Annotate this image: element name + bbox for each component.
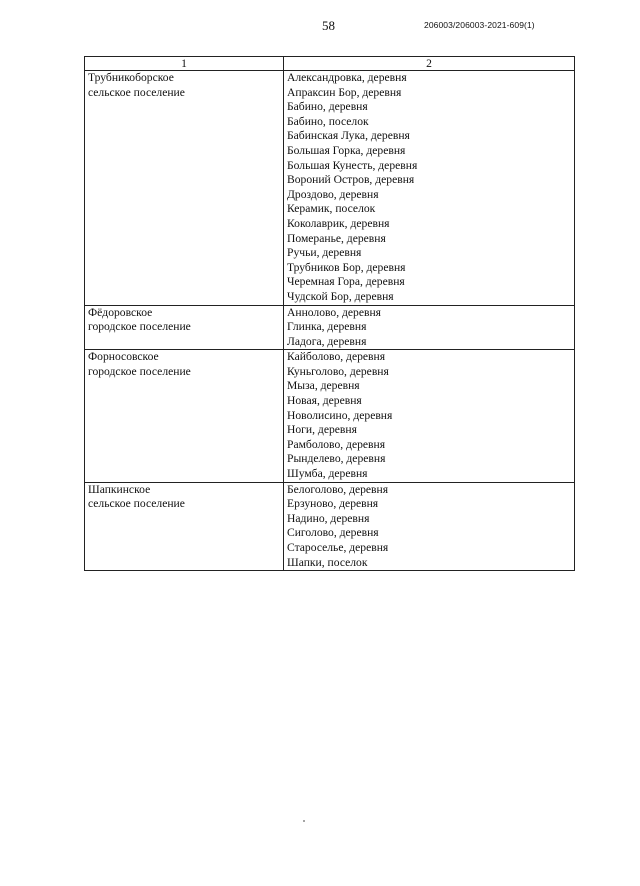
locality-item: Белоголово, деревня (287, 482, 389, 496)
locality-item: Керамик, поселок (287, 202, 376, 216)
settlement-name-line: городское поселение (88, 320, 191, 334)
table-header-row (85, 57, 575, 71)
locality-item: Рамболово, деревня (287, 437, 386, 451)
locality-item: Ручьи, деревня (287, 246, 362, 260)
locality-item: Чудской Бор, деревня (287, 289, 394, 303)
settlement-name-cell (85, 71, 284, 306)
localities-cell (284, 71, 575, 306)
localities-cell (284, 350, 575, 482)
settlement-name-line: Фёдоровское (88, 305, 153, 319)
locality-item: Новолисино, деревня (287, 408, 393, 422)
column-header-1: 1 (85, 57, 284, 71)
table-row (85, 305, 575, 350)
locality-item: Ладога, деревня (287, 334, 367, 348)
locality-item: Большая Кунесть, деревня (287, 158, 418, 172)
locality-item: Шапки, поселок (287, 555, 368, 569)
locality-item: Бабино, деревня (287, 100, 368, 114)
table-row (85, 482, 575, 571)
locality-item: Ерзуново, деревня (287, 497, 379, 511)
settlement-name-line: Шапкинское (88, 482, 151, 496)
locality-item: Рынделево, деревня (287, 452, 386, 466)
document-code: 206003/206003-2021-609(1) (424, 20, 535, 30)
locality-item: Бабинская Лука, деревня (287, 129, 410, 143)
locality-item: Кайболово, деревня (287, 350, 386, 364)
settlement-name-cell (85, 305, 284, 350)
locality-item: Вороний Остров, деревня (287, 173, 415, 187)
locality-item: Староселье, деревня (287, 541, 389, 554)
locality-item: Трубников Бор, деревня (287, 260, 406, 274)
table-row (85, 71, 575, 306)
locality-item: Куньголово, деревня (287, 364, 389, 378)
locality-item: Черемная Гора, деревня (287, 275, 405, 289)
locality-item: Померанье, деревня (287, 231, 386, 245)
locality-item: Надино, деревня (287, 511, 370, 525)
locality-item: Новая, деревня (287, 394, 362, 408)
settlement-name-line: сельское поселение (88, 85, 185, 99)
settlement-name-cell (85, 482, 284, 571)
locality-item: Глинка, деревня (287, 320, 367, 334)
settlement-name-line: Трубникоборское (88, 71, 174, 84)
locality-item: Бабино, поселок (287, 114, 369, 128)
localities-cell (284, 305, 575, 350)
settlement-name-line: городское поселение (88, 364, 191, 378)
locality-item: Мыза, деревня (287, 379, 360, 393)
locality-item: Сиголово, деревня (287, 526, 379, 540)
scan-speck (303, 820, 305, 822)
settlement-name-line: сельское поселение (88, 497, 185, 511)
settlements-table (84, 56, 575, 571)
locality-item: Дроздово, деревня (287, 187, 379, 201)
table-row (85, 350, 575, 482)
locality-item: Аннолово, деревня (287, 305, 381, 319)
locality-item: Большая Горка, деревня (287, 143, 406, 157)
column-header-2: 2 (284, 57, 575, 71)
settlement-name-line: Форносовское (88, 350, 159, 364)
locality-item: Шумба, деревня (287, 467, 368, 481)
settlement-name-cell (85, 350, 284, 482)
locality-item: Ноги, деревня (287, 423, 357, 437)
locality-item: Александровка, деревня (287, 71, 407, 84)
locality-item: Апраксин Бор, деревня (287, 85, 402, 99)
localities-cell (284, 482, 575, 571)
page-number: 58 (322, 18, 335, 33)
locality-item: Коколаврик, деревня (287, 216, 390, 230)
